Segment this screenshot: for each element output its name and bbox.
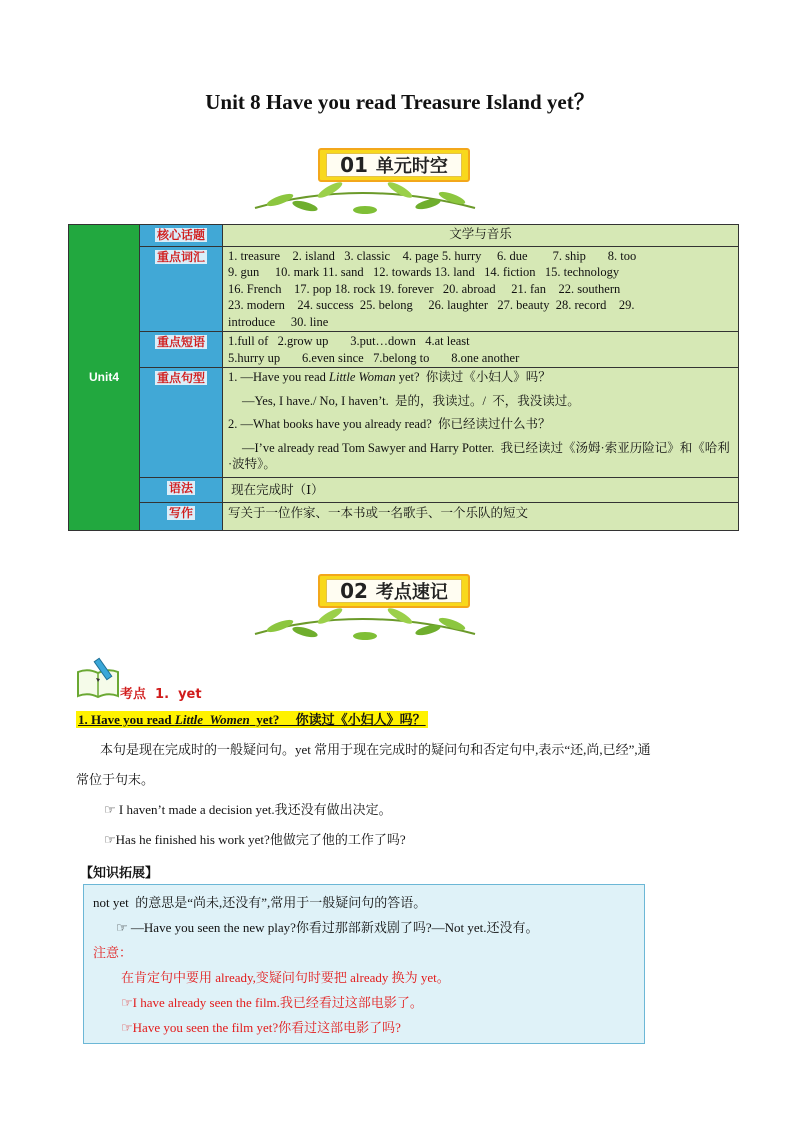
extension-example: ☞ —Have you seen the new play?你看过那部新戏剧了吗?—Not yet.还没有。 (116, 920, 539, 935)
note-line: 在肯定句中要用 already,变疑问句时要把 already 换为 yet。 (121, 970, 450, 985)
note-example-1: ☞I have already seen the film.我已经看过这部电影了。 (121, 995, 423, 1010)
vocab-line: 23. modern 24. success 25. belong 26. laughter 27. beauty 28. record 29. (228, 298, 635, 312)
label-grammar: 语法 (140, 477, 223, 503)
table-row (69, 368, 739, 478)
phrases-content (223, 332, 739, 368)
sentence-1-answer: —Yes, I have./ No, I haven’t. 是的，我读过。/ 不，我没读过。 (242, 393, 580, 408)
label-vocab: 重点词汇 (140, 246, 223, 332)
banner-number: 02 (340, 579, 368, 603)
grammar-content: 现在完成时（Ⅰ） (223, 477, 739, 503)
note-example-2: ☞Have you seen the film yet?你看过这部电影了吗? (121, 1020, 401, 1035)
example-1: ☞ I haven’t made a decision yet.我还没有做出决定。 (104, 802, 392, 817)
vocab-line: 16. French 17. pop 18. rock 19. forever 20. abroad 21. fan 22. southern (228, 281, 621, 296)
table-row (69, 477, 739, 503)
banner-sign (318, 574, 470, 608)
sentences-content (223, 368, 739, 478)
vocab-line: introduce 30. line (228, 314, 329, 329)
vocab-line: 1. treasure 2. island 3. classic 4. page 5. hurry 6. due 7. ship 8. too (228, 248, 637, 263)
example-2: ☞Has he finished his work yet?他做完了他的工作了吗? (104, 832, 406, 847)
book-pencil-icon (76, 656, 122, 700)
banner-text: 考点速记 (375, 582, 448, 603)
banner-text: 单元时空 (375, 156, 448, 177)
writing-content: 写关于一位作家、一本书或一名歌手、一个乐队的短文 (223, 503, 739, 531)
label-writing: 写作 (140, 503, 223, 531)
phrase-line: 1.full of 2.grow up 3.put…down 4.at least (228, 334, 470, 348)
label-sentences: 重点句型 (140, 368, 223, 478)
table-row (69, 225, 739, 247)
vocab-content (223, 246, 739, 332)
explain-line-2: 常位于句末。 (76, 772, 155, 787)
label-topic: 核心话题 (140, 225, 223, 247)
highlighted-sentence: 1. Have you read Little Women yet? 你读过《小妇人》吗？ (78, 712, 426, 727)
table-row (69, 246, 739, 332)
vocab-line: 9. gun 10. mark 11. sand 12. towards 13. land 14. fiction 15. technology (228, 265, 620, 279)
page-title: Unit 8 Have you read Treasure Island yet？ (205, 90, 595, 114)
unit-overview-table (68, 224, 739, 531)
extension-heading: 【知识拓展】 (80, 866, 159, 881)
label-phrases: 重点短语 (140, 332, 223, 368)
banner-number: 01 (340, 153, 368, 177)
section-banner-01 (250, 144, 480, 214)
banner-sign (318, 148, 470, 182)
table-row (69, 503, 739, 531)
explain-line-1: 本句是现在完成时的一般疑问句。yet 常用于现在完成时的疑问句和否定句中,表示“还,尚,已经”,通 (100, 742, 651, 757)
extension-line: not yet 的意思是“尚未,还没有”,常用于一般疑问句的答语。 (93, 895, 427, 910)
note-label: 注意： (93, 945, 133, 960)
sentence-1: 1. —Have you read Little Woman yet? 你读过《小妇人》吗？ (228, 370, 551, 384)
unit-cell: Unit4 (69, 225, 140, 531)
table-row (69, 332, 739, 368)
sentence-2-answer: —I’ve already read Tom Sawyer and Harry Potter. 我已经读过《汤姆·索亚历险记》和《哈利·波特》。 (228, 440, 730, 471)
topic-content: 文学与音乐 (223, 225, 739, 247)
kaodian-heading (76, 656, 216, 700)
extension-box (83, 884, 645, 1044)
sentence-2: 2. —What books have you already read? 你已经读过什么书？ (228, 417, 551, 431)
phrase-line: 5.hurry up 6.even since 7.belong to 8.one another (228, 350, 520, 365)
section-banner-02 (250, 570, 480, 640)
kaodian-label: 考点 1. yet (120, 687, 202, 702)
